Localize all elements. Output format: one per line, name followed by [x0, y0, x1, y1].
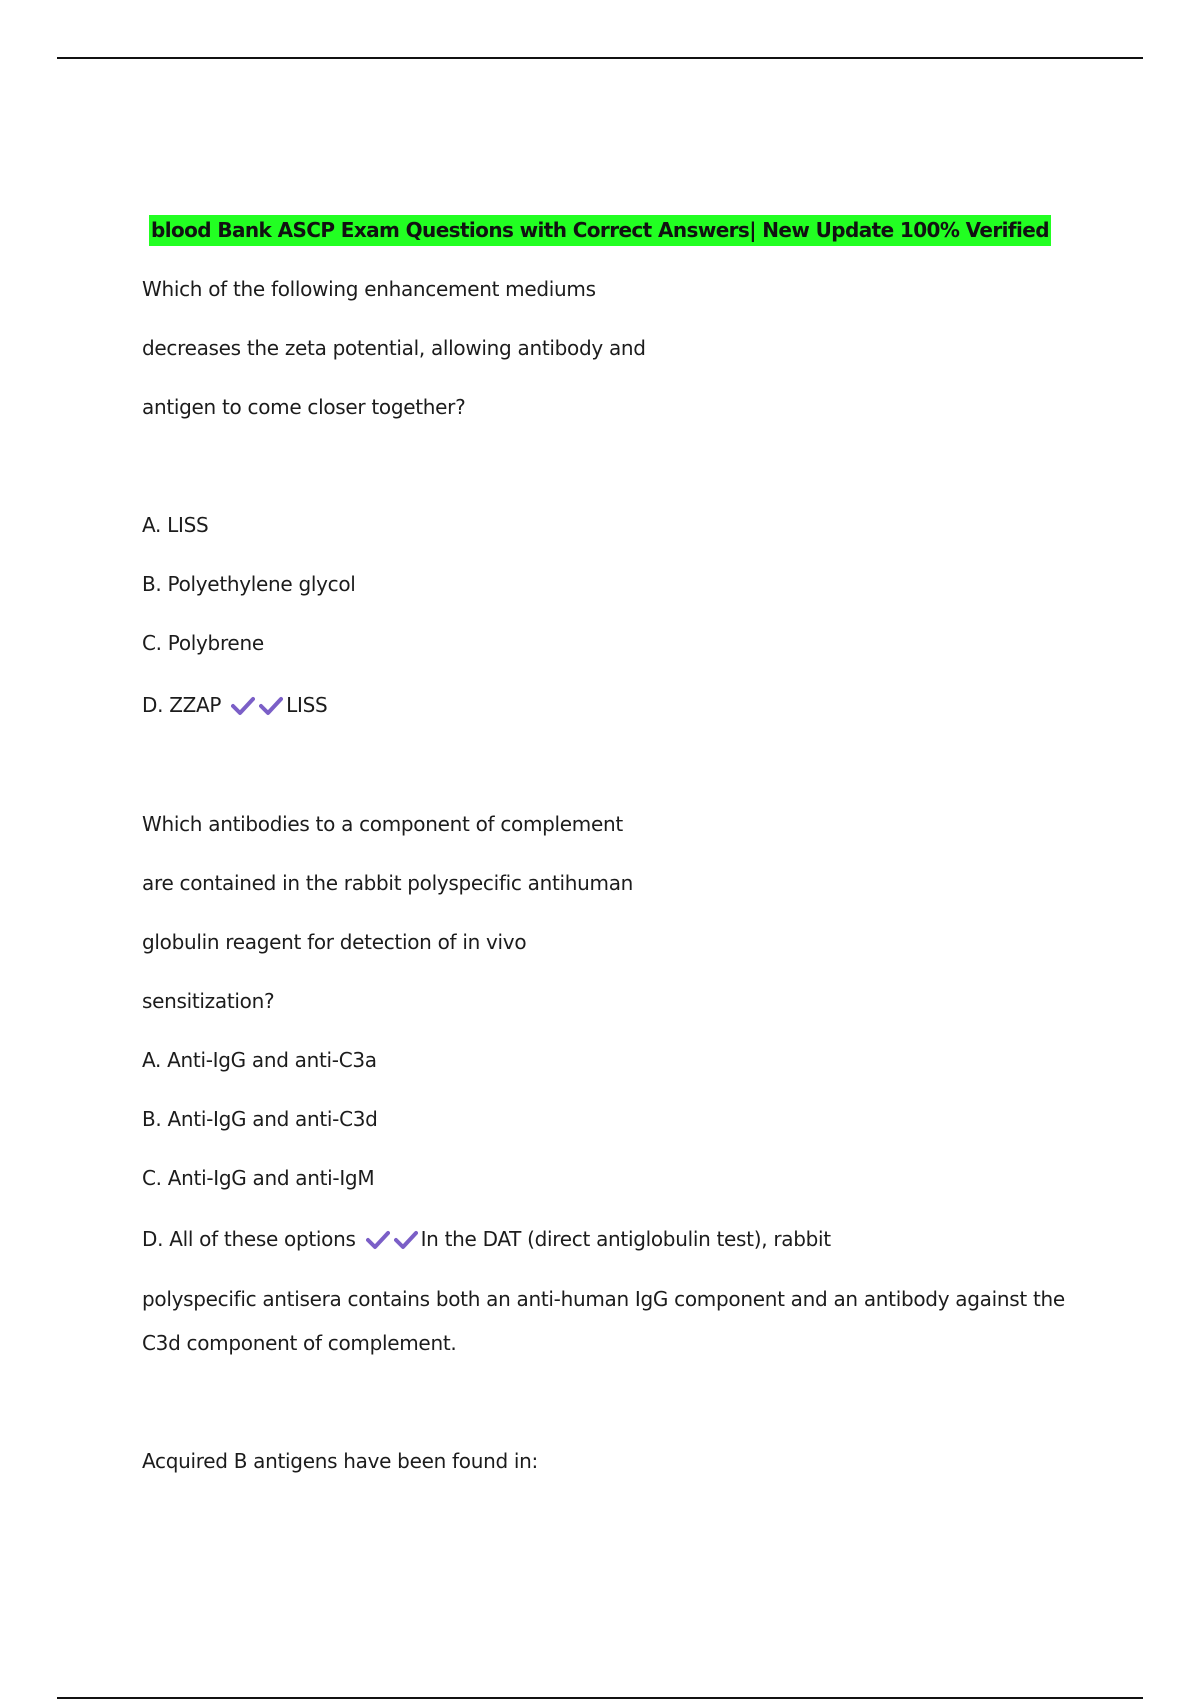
title-container [0, 215, 1200, 246]
q1-answer-checks [227, 692, 283, 718]
checkmark-icon [231, 696, 255, 716]
q1-stem-line-3: antigen to come closer together? [142, 395, 466, 419]
footer-rule [57, 1697, 1143, 1699]
q2-option-a: A. Anti-IgG and anti-C3a [142, 1048, 377, 1072]
q1-option-a: A. LISS [142, 513, 209, 537]
q2-explanation-line-1: polyspecific antisera contains both an anti-human IgG component and an antibody against the [142, 1287, 1065, 1311]
q2-option-d: D. All of these options [142, 1227, 356, 1251]
checkmark-icon [259, 696, 283, 716]
q1-stem-line-1: Which of the following enhancement mediums [142, 277, 596, 301]
q2-option-b: B. Anti-IgG and anti-C3d [142, 1107, 378, 1131]
q2-answer-checks [362, 1226, 418, 1252]
q2-explanation-line-2: C3d component of complement. [142, 1331, 457, 1355]
q1-option-d: D. ZZAP [142, 693, 222, 717]
q1-answer: LISS [286, 693, 328, 717]
q1-option-d-row [142, 692, 327, 718]
q2-stem-line-3: globulin reagent for detection of in vivo [142, 930, 527, 954]
q1-option-c: C. Polybrene [142, 631, 264, 655]
checkmark-icon [394, 1230, 418, 1250]
q2-answer: In the DAT (direct antiglobulin test), rabbit [420, 1227, 831, 1251]
q2-stem-line-2: are contained in the rabbit polyspecific antihuman [142, 871, 634, 895]
checkmark-icon [366, 1230, 390, 1250]
document-title: blood Bank ASCP Exam Questions with Correct Answers| New Update 100% Verified [149, 215, 1051, 246]
q2-option-d-row [142, 1226, 831, 1252]
q2-stem-line-4: sensitization? [142, 989, 275, 1013]
q3-stem-line-1: Acquired B antigens have been found in: [142, 1449, 538, 1473]
q1-option-b: B. Polyethylene glycol [142, 572, 356, 596]
q2-option-c: C. Anti-IgG and anti-IgM [142, 1166, 375, 1190]
q2-stem-line-1: Which antibodies to a component of complement [142, 812, 623, 836]
header-rule [57, 57, 1143, 59]
q1-stem-line-2: decreases the zeta potential, allowing antibody and [142, 336, 646, 360]
